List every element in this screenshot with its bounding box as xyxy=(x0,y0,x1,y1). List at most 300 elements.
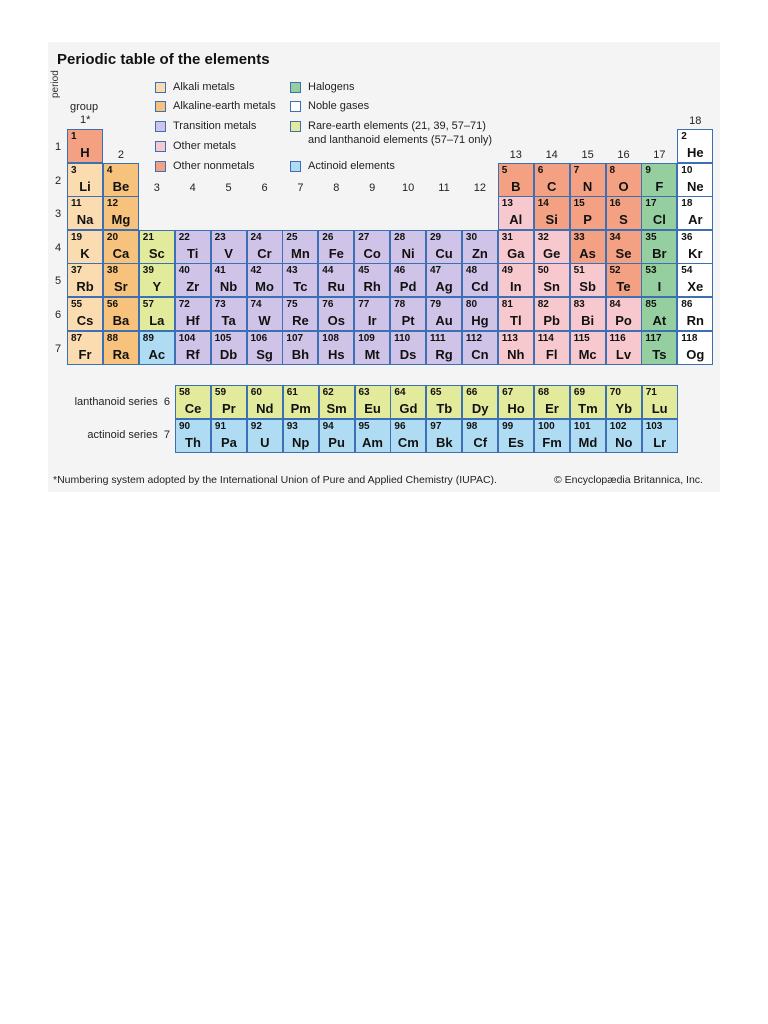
atomic-number: 99 xyxy=(502,421,514,432)
element-symbol: Sg xyxy=(256,346,273,362)
element-cell-al xyxy=(498,196,534,230)
element-symbol: Ca xyxy=(112,245,130,261)
atomic-number: 20 xyxy=(106,231,119,243)
atomic-number: 106 xyxy=(250,332,268,344)
atomic-number: 108 xyxy=(322,332,339,344)
element-symbol: Hf xyxy=(185,313,200,328)
element-symbol: Ta xyxy=(221,313,236,328)
element-symbol: C xyxy=(546,178,557,194)
element-symbol: Db xyxy=(219,346,238,362)
element-cell-ba xyxy=(103,297,139,331)
atomic-number: 66 xyxy=(466,387,478,398)
element-symbol: He xyxy=(686,145,704,160)
atomic-number: 92 xyxy=(250,421,262,432)
element-cell-dy xyxy=(462,385,498,419)
atomic-number: 51 xyxy=(573,265,585,277)
element-symbol: In xyxy=(510,279,522,295)
atomic-number: 11 xyxy=(71,198,82,210)
period-axis-label: period xyxy=(50,70,61,98)
element-cell-ne xyxy=(677,163,713,197)
atomic-number: 112 xyxy=(465,332,483,344)
element-cell-br xyxy=(641,230,677,264)
atomic-number: 62 xyxy=(322,387,334,398)
element-symbol: Zn xyxy=(471,245,488,261)
atomic-number: 46 xyxy=(394,265,406,277)
atomic-number: 74 xyxy=(250,299,262,310)
element-cell-pb xyxy=(534,297,570,331)
atomic-number: 116 xyxy=(609,332,626,344)
legend-label-nonmetal: Other nonmetals xyxy=(173,160,255,172)
element-cell-sm xyxy=(319,385,355,419)
element-cell-mo xyxy=(247,263,283,297)
element-symbol: Sc xyxy=(148,245,165,261)
element-symbol: Sm xyxy=(326,401,347,416)
atomic-number: 54 xyxy=(681,265,693,277)
element-cell-na xyxy=(67,196,103,230)
element-symbol: Ra xyxy=(112,346,130,362)
legend-swatch-rare_earth xyxy=(290,121,301,132)
element-cell-rb xyxy=(67,263,103,297)
footnote: *Numbering system adopted by the International Union of Pure and Applied Chemistry (IUPAC). xyxy=(53,474,497,486)
element-cell-lu xyxy=(642,385,678,419)
element-cell-mg xyxy=(103,196,139,230)
element-cell-n xyxy=(570,163,606,197)
actinoid-period: 7 xyxy=(163,429,170,441)
legend-label-alkali: Alkali metals xyxy=(173,81,235,93)
element-cell-cm xyxy=(390,419,426,453)
element-cell-ac xyxy=(139,331,175,365)
element-symbol: Fr xyxy=(78,346,92,362)
element-symbol: Ti xyxy=(187,245,199,261)
element-symbol: V xyxy=(224,245,233,261)
group-number-10: 10 xyxy=(401,182,415,195)
actinoid-series-text: actinoid series xyxy=(87,429,158,441)
element-symbol: Gd xyxy=(399,401,418,416)
atomic-number: 49 xyxy=(501,265,513,277)
element-symbol: Pd xyxy=(399,279,417,295)
element-cell-fl xyxy=(534,331,570,365)
element-cell-b xyxy=(498,163,534,197)
element-cell-tb xyxy=(426,385,462,419)
element-cell-o xyxy=(606,163,642,197)
element-symbol: S xyxy=(619,212,628,228)
atomic-number: 100 xyxy=(538,421,555,432)
element-symbol: Ho xyxy=(507,401,525,416)
element-cell-cr xyxy=(247,230,283,264)
element-cell-sn xyxy=(534,263,570,297)
element-symbol: P xyxy=(583,212,592,228)
element-cell-no xyxy=(606,419,642,453)
atomic-number: 79 xyxy=(430,299,442,310)
element-symbol: Y xyxy=(152,279,162,295)
element-symbol: Mo xyxy=(255,279,274,295)
atomic-number: 58 xyxy=(179,387,191,398)
atomic-number: 110 xyxy=(394,332,411,344)
element-symbol: Ge xyxy=(543,245,561,261)
element-cell-bk xyxy=(426,419,462,453)
element-cell-ga xyxy=(498,230,534,264)
atomic-number: 113 xyxy=(501,332,518,344)
atomic-number: 23 xyxy=(214,231,226,243)
element-cell-h xyxy=(67,129,103,163)
atomic-number: 24 xyxy=(250,231,262,243)
element-cell-rf xyxy=(175,331,211,365)
element-cell-cd xyxy=(462,263,498,297)
element-symbol: Np xyxy=(292,435,310,450)
element-cell-be xyxy=(103,163,139,197)
element-symbol: H xyxy=(80,145,90,160)
atomic-number: 61 xyxy=(286,387,298,398)
group-number-5: 5 xyxy=(225,182,232,195)
element-symbol: Dy xyxy=(471,401,489,416)
element-cell-cs xyxy=(67,297,103,331)
atomic-number: 78 xyxy=(394,299,406,310)
atomic-number: 83 xyxy=(573,299,585,310)
atomic-number: 60 xyxy=(250,387,262,398)
legend-swatch-halogen xyxy=(290,82,301,93)
element-symbol: Cr xyxy=(257,245,272,261)
element-cell-db xyxy=(211,331,247,365)
element-cell-v xyxy=(211,230,247,264)
element-symbol: Tb xyxy=(436,401,453,416)
lanthanoid-series-text: lanthanoid series xyxy=(74,396,158,408)
atomic-number: 52 xyxy=(609,265,621,277)
element-symbol: Bh xyxy=(291,346,310,362)
atomic-number: 59 xyxy=(214,387,227,398)
atomic-number: 48 xyxy=(465,265,478,277)
element-symbol: Te xyxy=(616,279,631,295)
element-cell-yb xyxy=(606,385,642,419)
atomic-number: 8 xyxy=(609,164,616,176)
element-symbol: Ag xyxy=(435,279,453,295)
element-symbol: Ru xyxy=(327,279,345,295)
element-symbol: Zr xyxy=(186,279,200,295)
element-cell-u xyxy=(247,419,283,453)
atomic-number: 115 xyxy=(573,332,590,344)
element-symbol: Bi xyxy=(581,313,595,328)
element-symbol: F xyxy=(655,178,664,194)
element-symbol: Cd xyxy=(471,279,489,295)
element-cell-fr xyxy=(67,331,103,365)
element-symbol: No xyxy=(615,435,633,450)
atomic-number: 50 xyxy=(537,265,549,277)
element-symbol: Fe xyxy=(328,245,344,261)
element-cell-am xyxy=(355,419,391,453)
element-cell-ar xyxy=(677,196,713,230)
group-number-9: 9 xyxy=(369,182,376,195)
element-cell-eu xyxy=(355,385,391,419)
element-symbol: Lr xyxy=(653,435,667,450)
group-number-17: 17 xyxy=(653,148,666,161)
element-cell-md xyxy=(570,419,606,453)
period-number-6: 6 xyxy=(55,309,62,321)
element-cell-la xyxy=(139,297,175,331)
element-cell-pa xyxy=(211,419,247,453)
atomic-number: 16 xyxy=(609,198,621,210)
atomic-number: 114 xyxy=(537,332,554,344)
group-number-7: 7 xyxy=(297,182,304,195)
element-cell-au xyxy=(426,297,462,331)
element-symbol: I xyxy=(657,279,662,295)
element-cell-mn xyxy=(282,230,318,264)
element-symbol: Pu xyxy=(328,435,345,450)
element-cell-ru xyxy=(318,263,354,297)
atomic-number: 96 xyxy=(394,421,406,432)
element-symbol: U xyxy=(260,435,270,450)
element-symbol: Ne xyxy=(686,178,704,194)
atomic-number: 14 xyxy=(537,198,549,210)
element-cell-hg xyxy=(462,297,498,331)
element-cell-ra xyxy=(103,331,139,365)
lanthanoid-series-label xyxy=(50,396,170,408)
atomic-number: 101 xyxy=(573,421,591,432)
element-cell-bi xyxy=(570,297,606,331)
element-symbol: Cf xyxy=(473,435,488,450)
atomic-number: 77 xyxy=(358,299,370,310)
element-symbol: Cs xyxy=(76,313,94,328)
atomic-number: 22 xyxy=(178,231,190,243)
element-symbol: Th xyxy=(185,435,201,450)
element-cell-i xyxy=(641,263,677,297)
group-number-6: 6 xyxy=(261,182,268,195)
atomic-number: 27 xyxy=(358,231,370,243)
element-cell-os xyxy=(318,297,354,331)
atomic-number: 81 xyxy=(501,299,513,310)
atomic-number: 90 xyxy=(179,421,191,432)
atomic-number: 76 xyxy=(322,299,334,310)
element-symbol: Po xyxy=(615,313,632,328)
element-cell-cl xyxy=(641,196,677,230)
element-cell-tl xyxy=(498,297,534,331)
element-symbol: Eu xyxy=(364,401,381,416)
legend-label-alkaline: Alkaline-earth metals xyxy=(173,100,276,112)
element-symbol: Ac xyxy=(148,346,166,362)
atomic-number: 64 xyxy=(394,387,406,398)
element-symbol: Mt xyxy=(364,346,380,362)
element-symbol: Am xyxy=(362,435,383,450)
element-symbol: Pt xyxy=(401,313,415,328)
group-number-11: 11 xyxy=(438,182,450,195)
atomic-number: 30 xyxy=(465,231,478,243)
legend-label-halogen: Halogens xyxy=(308,81,355,93)
element-cell-p xyxy=(570,196,606,230)
atomic-number: 38 xyxy=(106,265,119,277)
element-cell-rg xyxy=(426,331,462,365)
atomic-number: 2 xyxy=(681,131,687,142)
element-symbol: Cn xyxy=(471,346,489,362)
element-symbol: Co xyxy=(363,245,381,261)
element-cell-pu xyxy=(319,419,355,453)
atomic-number: 71 xyxy=(645,387,657,398)
atomic-number: 88 xyxy=(106,332,119,344)
atomic-number: 103 xyxy=(645,421,663,432)
atomic-number: 86 xyxy=(681,299,693,310)
atomic-number: 107 xyxy=(286,332,304,344)
element-symbol: Bk xyxy=(435,435,453,450)
element-symbol: Al xyxy=(509,212,523,228)
atomic-number: 111 xyxy=(430,332,446,344)
element-cell-rh xyxy=(354,263,390,297)
legend-swatch-noble xyxy=(290,101,301,112)
element-symbol: Mg xyxy=(111,212,131,228)
element-cell-rn xyxy=(677,297,713,331)
element-symbol: Kr xyxy=(688,245,703,261)
element-cell-at xyxy=(641,297,677,331)
element-symbol: Pr xyxy=(222,401,236,416)
period-number-7: 7 xyxy=(55,342,62,355)
lanthanoid-period: 6 xyxy=(163,396,170,408)
element-cell-bh xyxy=(282,331,318,365)
atomic-number: 9 xyxy=(645,164,651,176)
element-symbol: Ir xyxy=(367,313,377,328)
atomic-number: 80 xyxy=(465,299,478,310)
element-cell-lr xyxy=(642,419,678,453)
legend-swatch-alkali xyxy=(155,82,166,93)
legend-swatch-nonmetal xyxy=(155,161,166,172)
element-cell-zr xyxy=(175,263,211,297)
atomic-number: 44 xyxy=(322,265,334,277)
element-symbol: Hs xyxy=(327,346,345,362)
atomic-number: 10 xyxy=(681,164,693,176)
element-symbol: Se xyxy=(615,245,632,261)
atomic-number: 98 xyxy=(466,421,478,432)
element-symbol: Nh xyxy=(507,346,525,362)
atomic-number: 18 xyxy=(681,198,693,210)
element-symbol: K xyxy=(80,245,90,261)
atomic-number: 17 xyxy=(645,198,657,210)
group-number-18: 18 xyxy=(689,115,702,127)
element-cell-cn xyxy=(462,331,498,365)
element-symbol: Ds xyxy=(399,346,417,362)
atomic-number: 3 xyxy=(71,164,77,176)
element-symbol: Ni xyxy=(401,245,415,261)
element-cell-sc xyxy=(139,230,175,264)
period-number-2: 2 xyxy=(55,174,62,187)
atomic-number: 15 xyxy=(573,198,585,210)
atomic-number: 13 xyxy=(501,198,513,210)
atomic-number: 47 xyxy=(430,265,442,277)
element-symbol: Rh xyxy=(363,279,381,295)
period-number-5: 5 xyxy=(55,275,62,288)
group-label: group xyxy=(70,101,99,113)
legend-swatch-transition xyxy=(155,121,166,132)
legend-label-actinoid: Actinoid elements xyxy=(308,160,395,172)
atomic-number: 89 xyxy=(142,332,154,344)
atomic-number: 37 xyxy=(71,265,83,277)
legend-label-noble: Noble gases xyxy=(308,100,370,112)
element-cell-se xyxy=(606,230,642,264)
element-cell-ag xyxy=(426,263,462,297)
atomic-number: 45 xyxy=(358,265,370,277)
legend-label-other_metal: Other metals xyxy=(173,140,236,152)
atomic-number: 5 xyxy=(501,164,508,176)
element-symbol: Hg xyxy=(471,313,489,328)
element-cell-sr xyxy=(103,263,139,297)
element-cell-ce xyxy=(175,385,211,419)
atomic-number: 6 xyxy=(537,164,544,176)
element-cell-tm xyxy=(570,385,606,419)
group-number-15: 15 xyxy=(581,148,594,161)
element-cell-in xyxy=(498,263,534,297)
element-symbol: Re xyxy=(292,313,309,328)
atomic-number: 84 xyxy=(609,299,621,310)
group-number-1: 1* xyxy=(80,114,91,126)
element-symbol: Mc xyxy=(578,346,597,362)
element-symbol: Rf xyxy=(185,346,200,362)
group-number-16: 16 xyxy=(617,148,630,161)
element-cell-li xyxy=(67,163,103,197)
atomic-number: 41 xyxy=(214,265,226,277)
atomic-number: 53 xyxy=(645,265,657,277)
atomic-number: 94 xyxy=(322,421,334,432)
element-cell-si xyxy=(534,196,570,230)
atomic-number: 109 xyxy=(358,332,375,344)
element-symbol: Pa xyxy=(220,435,237,450)
atomic-number: 118 xyxy=(681,332,698,344)
element-symbol: Na xyxy=(76,212,94,228)
actinoid-series-label xyxy=(50,429,170,441)
element-symbol: Nd xyxy=(256,401,274,416)
element-cell-cu xyxy=(426,230,462,264)
atomic-number: 104 xyxy=(178,332,196,344)
element-symbol: La xyxy=(149,313,165,328)
element-cell-y xyxy=(139,263,175,297)
legend-swatch-other_metal xyxy=(155,141,166,152)
atomic-number: 72 xyxy=(178,299,190,310)
element-cell-er xyxy=(534,385,570,419)
atomic-number: 36 xyxy=(681,231,693,243)
element-cell-s xyxy=(606,196,642,230)
element-cell-np xyxy=(283,419,319,453)
atomic-number: 4 xyxy=(106,164,113,176)
element-cell-fm xyxy=(534,419,570,453)
legend-swatch-actinoid xyxy=(290,161,301,172)
atomic-number: 93 xyxy=(286,421,298,432)
legend-swatch-alkaline xyxy=(155,101,166,112)
element-cell-th xyxy=(175,419,211,453)
atomic-number: 65 xyxy=(430,387,442,398)
element-symbol: Nb xyxy=(219,279,238,295)
element-cell-nd xyxy=(247,385,283,419)
atomic-number: 95 xyxy=(358,421,370,432)
element-cell-nh xyxy=(498,331,534,365)
group-number-13: 13 xyxy=(509,148,522,161)
element-cell-po xyxy=(606,297,642,331)
period-number-4: 4 xyxy=(55,241,62,254)
element-cell-nb xyxy=(211,263,247,297)
atomic-number: 34 xyxy=(609,231,621,243)
atomic-number: 7 xyxy=(573,164,580,176)
atomic-number: 35 xyxy=(645,231,657,243)
atomic-number: 75 xyxy=(286,299,298,310)
element-cell-es xyxy=(498,419,534,453)
element-cell-pd xyxy=(390,263,426,297)
element-cell-as xyxy=(570,230,606,264)
element-symbol: Li xyxy=(79,178,91,194)
group-number-8: 8 xyxy=(333,182,340,195)
element-symbol: Yb xyxy=(615,401,633,416)
element-symbol: Os xyxy=(327,313,345,328)
element-cell-w xyxy=(247,297,283,331)
legend-label-transition: Transition metals xyxy=(173,120,257,132)
atomic-number: 33 xyxy=(573,231,585,243)
group-number-4: 4 xyxy=(189,182,196,195)
element-cell-c xyxy=(534,163,570,197)
element-cell-ti xyxy=(175,230,211,264)
element-cell-zn xyxy=(462,230,498,264)
element-symbol: Tl xyxy=(510,313,522,328)
atomic-number: 19 xyxy=(71,231,83,243)
